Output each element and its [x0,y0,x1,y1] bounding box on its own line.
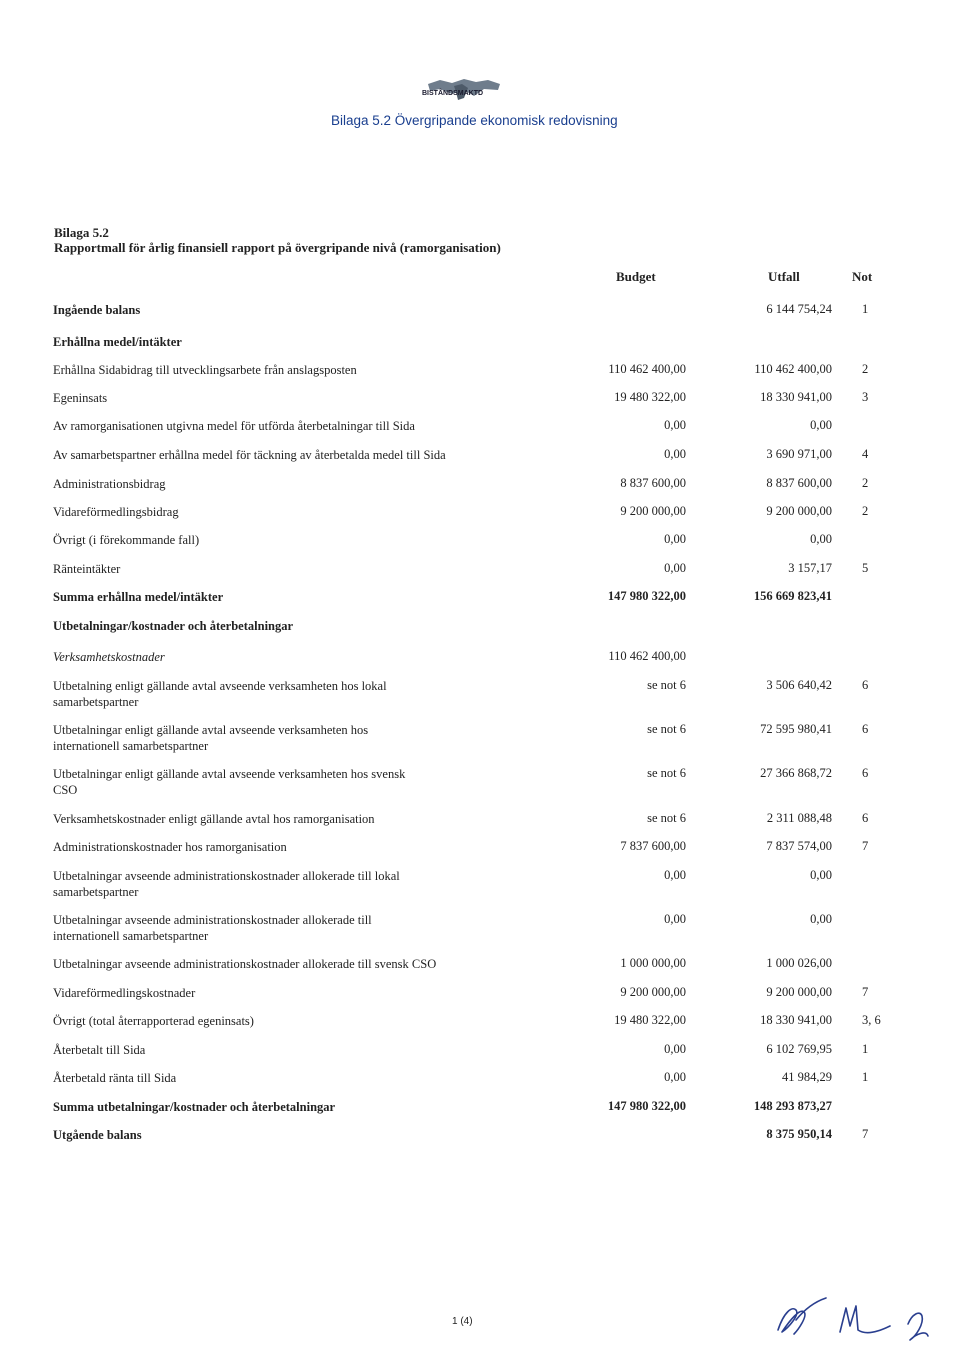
row-utfall: 2 311 088,48 [766,811,832,825]
row-label: Utbetalningar avseende administrationskostnader allokerade till internationell samarbetspartner [53,913,372,943]
row-utfall: 0,00 [810,418,832,432]
row-label: Ingående balans [53,303,141,317]
row-note: 1 [862,1042,869,1056]
row-budget: 0,00 [664,561,686,575]
row-utfall: 148 293 873,27 [753,1099,832,1113]
row-utfall: 8 837 600,00 [766,476,832,490]
row-budget: 1 000 000,00 [620,956,686,970]
column-header-utfall: Utfall [768,269,800,284]
row-utfall: 0,00 [810,532,832,546]
row-budget: 0,00 [664,1070,686,1084]
row-note: 7 [862,839,869,853]
row-label: Övrigt (i förekommande fall) [53,533,200,547]
column-header-not: Not [852,269,873,284]
row-note: 1 [862,302,869,316]
row-note: 5 [862,561,869,575]
row-label: Av ramorganisationen utgivna medel för utförda återbetalningar till Sida [53,419,415,433]
row-label: Ränteintäkter [53,562,121,576]
row-utfall: 8 375 950,14 [766,1127,832,1141]
row-label: Utbetalningar enligt gällande avtal avseende verksamheten hos internationell samarbetspartner [53,723,369,753]
organisation-logo [418,76,512,102]
row-budget: 0,00 [664,532,686,546]
row-budget: 19 480 322,00 [614,1013,686,1027]
row-label: Utbetalningar avseende administrationskostnader allokerade till lokal samarbetspartner [53,869,400,899]
document-label: Bilaga 5.2 [54,225,109,240]
row-budget: 0,00 [664,447,686,461]
row-label: Verksamhetskostnader enligt gällande avtal hos ramorganisation [53,812,375,826]
row-utfall: 1 000 026,00 [766,956,832,970]
row-budget: se not 6 [647,811,686,825]
row-utfall: 6 102 769,95 [766,1042,832,1056]
row-budget: 0,00 [664,868,686,882]
row-utfall: 18 330 941,00 [760,390,832,404]
logo-text: BISTÅNDSMAKTD [422,90,484,97]
row-note: 1 [862,1070,869,1084]
row-label: Utgående balans [53,1128,142,1142]
row-label: Summa utbetalningar/kostnader och återbetalningar [53,1100,336,1114]
row-budget: se not 6 [647,722,686,736]
row-budget: se not 6 [647,766,686,780]
row-utfall: 0,00 [810,868,832,882]
row-label: Återbetald ränta till Sida [53,1071,177,1085]
row-utfall: 6 144 754,24 [766,302,832,316]
row-utfall: 41 984,29 [782,1070,832,1084]
column-header-budget: Budget [616,269,656,284]
row-note: 7 [862,1127,869,1141]
row-label: Återbetalt till Sida [53,1043,146,1057]
row-budget: 9 200 000,00 [620,504,686,518]
row-budget: 7 837 600,00 [620,839,686,853]
row-note: 6 [862,811,869,825]
row-note: 7 [862,985,869,999]
row-label: Administrationskostnader hos ramorganisation [53,840,287,854]
row-note: 2 [862,504,869,518]
row-utfall: 27 366 868,72 [760,766,832,780]
row-budget: 0,00 [664,418,686,432]
row-budget: 8 837 600,00 [620,476,686,490]
row-label: Av samarbetspartner erhållna medel för täckning av återbetalda medel till Sida [53,448,446,462]
row-note: 6 [862,722,869,736]
row-note: 3, 6 [862,1013,881,1027]
row-note: 4 [862,447,869,461]
header-title: Bilaga 5.2 Övergripande ekonomisk redovisning [331,113,618,128]
row-utfall: 18 330 941,00 [760,1013,832,1027]
row-label: Utbetalningar enligt gällande avtal avseende verksamheten hos svensk CSO [53,767,406,797]
row-label: Administrationsbidrag [53,477,166,491]
row-utfall: 3 690 971,00 [766,447,832,461]
row-utfall: 3 157,17 [788,561,832,575]
row-utfall: 7 837 574,00 [766,839,832,853]
row-label: Utbetalningar avseende administrationskostnader allokerade till svensk CSO [53,957,437,971]
row-note: 6 [862,678,869,692]
row-label: Erhållna Sidabidrag till utvecklingsarbete från anslagsposten [53,363,357,377]
row-label: Egeninsats [53,391,108,405]
row-label: Vidareförmedlingsbidrag [53,505,179,519]
row-utfall: 9 200 000,00 [766,985,832,999]
page-number: 1 (4) [452,1316,473,1327]
row-budget: 110 462 400,00 [608,649,686,663]
row-utfall: 3 506 640,42 [766,678,832,692]
row-label: Utbetalningar/kostnader och återbetalningar [53,619,294,633]
handwritten-signatures [770,1290,940,1350]
row-label: Vidareförmedlingskostnader [53,986,196,1000]
row-note: 3 [862,390,869,404]
row-utfall: 9 200 000,00 [766,504,832,518]
row-label: Verksamhetskostnader [53,650,165,664]
row-label: Summa erhållna medel/intäkter [53,590,224,604]
row-utfall: 0,00 [810,912,832,926]
row-note: 2 [862,476,869,490]
row-label: Övrigt (total återrapporterad egeninsats) [53,1014,254,1028]
row-budget: 110 462 400,00 [608,362,686,376]
row-utfall: 72 595 980,41 [760,722,832,736]
row-budget: 19 480 322,00 [614,390,686,404]
row-label: Erhållna medel/intäkter [53,335,182,349]
row-budget: 147 980 322,00 [607,589,686,603]
row-budget: se not 6 [647,678,686,692]
row-budget: 0,00 [664,912,686,926]
row-note: 2 [862,362,869,376]
row-budget: 9 200 000,00 [620,985,686,999]
row-budget: 147 980 322,00 [607,1099,686,1113]
row-note: 6 [862,766,869,780]
row-utfall: 156 669 823,41 [753,589,832,603]
row-label: Utbetalning enligt gällande avtal avseende verksamheten hos lokal samarbetspartner [53,679,387,709]
row-utfall: 110 462 400,00 [754,362,832,376]
row-budget: 0,00 [664,1042,686,1056]
document-title: Rapportmall för årlig finansiell rapport på övergripande nivå (ramorganisation) [54,240,501,255]
